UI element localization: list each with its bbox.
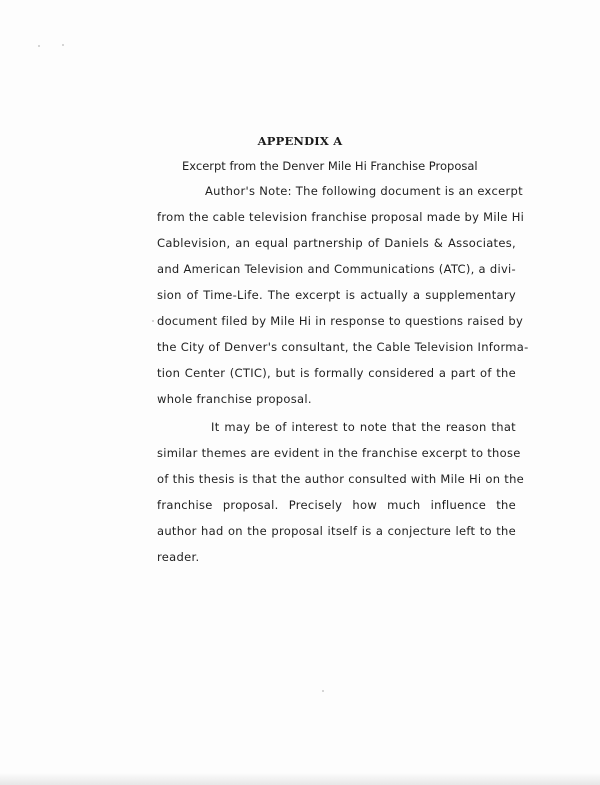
scan-speck bbox=[62, 44, 64, 46]
paragraph-line: and American Television and Communications (ATC), a divi- bbox=[157, 262, 516, 276]
paragraph-line: tion Center (CTIC), but is formally considered a part of the bbox=[157, 366, 516, 380]
paragraph-line: franchise proposal. Precisely how much influence the bbox=[157, 498, 516, 512]
paragraph-line: Author's Note: The following document is an excerpt bbox=[205, 184, 523, 198]
paragraph-line: sion of Time-Life. The excerpt is actually a supplementary bbox=[157, 288, 516, 302]
paragraph-line: similar themes are evident in the franchise excerpt to those bbox=[157, 446, 521, 460]
paragraph-line: author had on the proposal itself is a conjecture left to the bbox=[157, 524, 516, 538]
scan-edge-shadow bbox=[0, 773, 600, 785]
paragraph-line: whole franchise proposal. bbox=[157, 392, 312, 406]
paragraph-line: of this thesis is that the author consulted with Mile Hi on the bbox=[157, 472, 525, 486]
paragraph-line: the City of Denver's consultant, the Cable Television Informa- bbox=[157, 340, 529, 354]
scan-speck bbox=[322, 690, 324, 692]
paragraph-line: It may be of interest to note that the reason that bbox=[211, 420, 516, 434]
paragraph-line: document filed by Mile Hi in response to questions raised by bbox=[157, 314, 524, 328]
paragraph-line: reader. bbox=[157, 550, 200, 564]
paragraph-line: from the cable television franchise proposal made by Mile Hi bbox=[157, 210, 525, 224]
scan-speck bbox=[38, 45, 40, 47]
appendix-heading: APPENDIX A bbox=[257, 134, 343, 148]
scan-speck bbox=[152, 320, 154, 322]
document-subtitle: Excerpt from the Denver Mile Hi Franchise Proposal bbox=[182, 159, 478, 173]
paragraph-line: Cablevision, an equal partnership of Daniels & Associates, bbox=[157, 236, 516, 250]
